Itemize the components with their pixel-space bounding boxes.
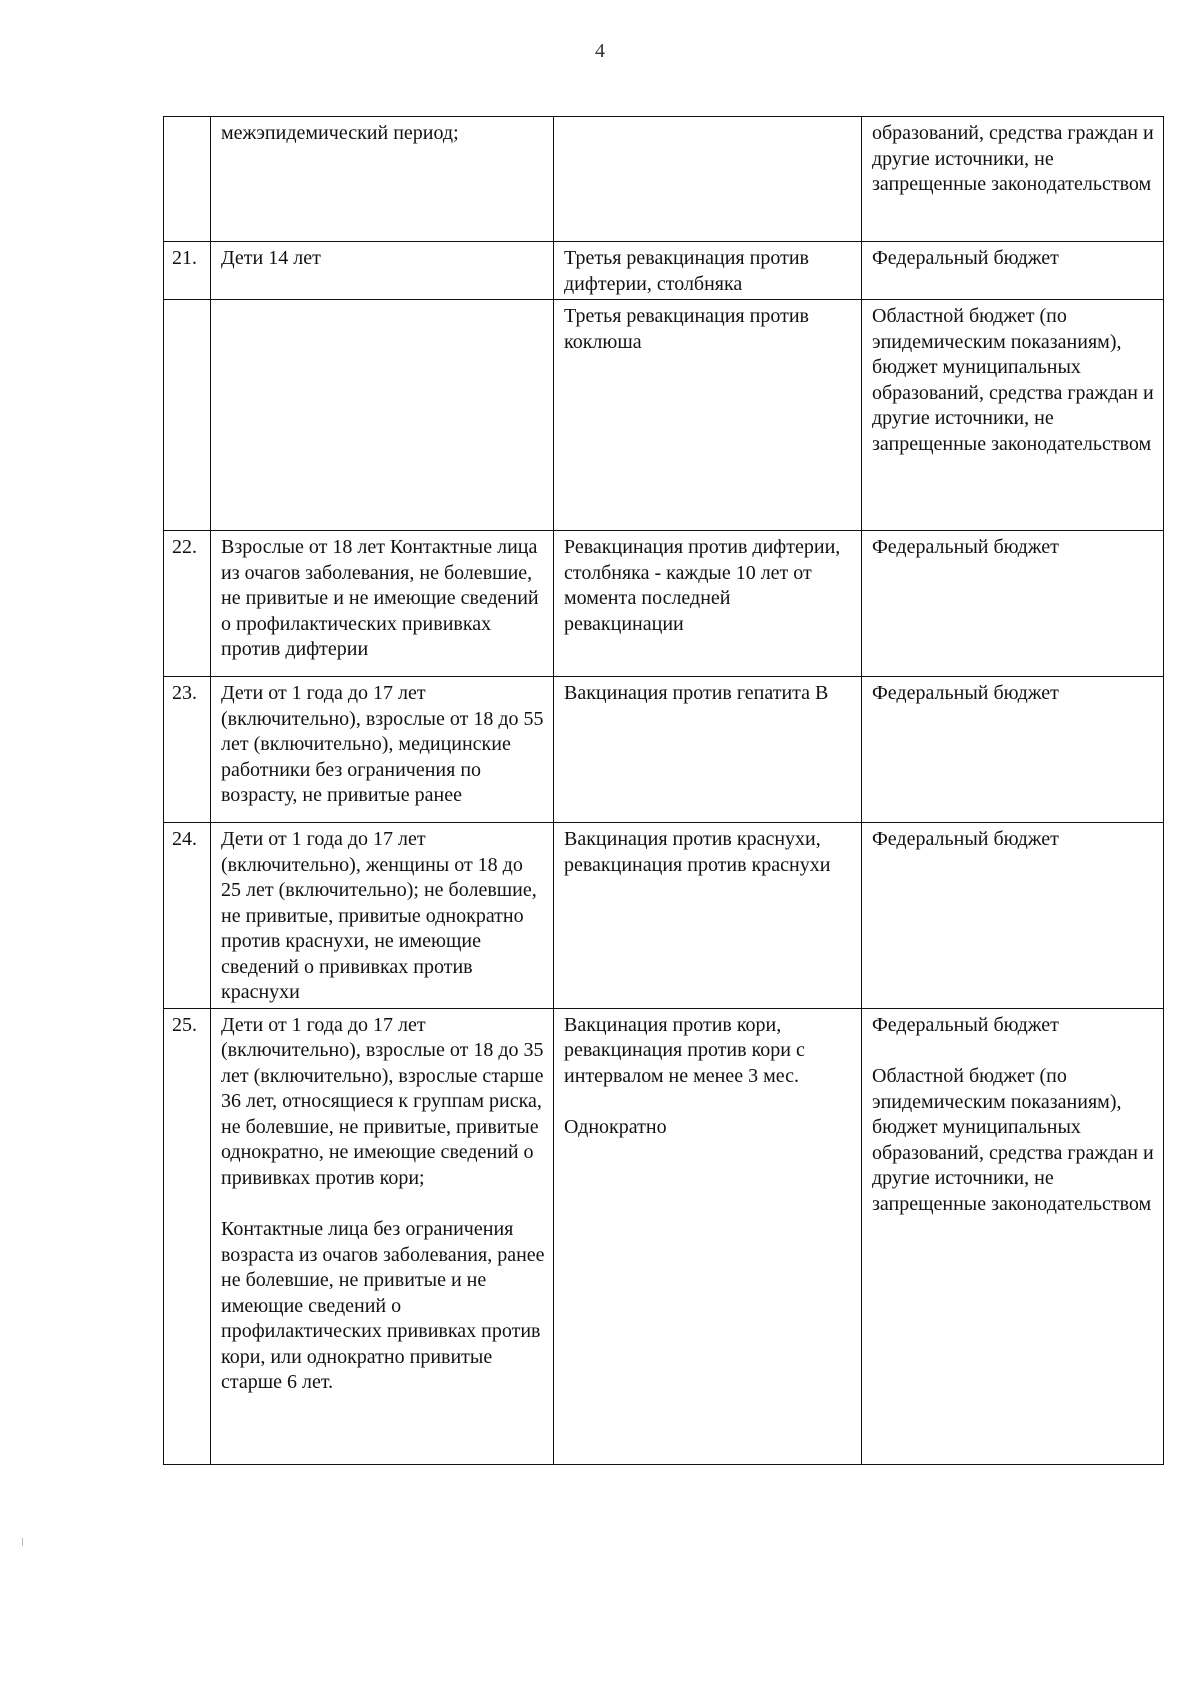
cell-funding-source [862, 242, 1164, 300]
cell-funding-source-text: Федеральный бюджет [872, 536, 1059, 558]
paragraph-gap [564, 1089, 853, 1115]
page-number: 4 [595, 40, 605, 62]
cell-funding-source [862, 677, 1164, 823]
row-number: 23. [164, 677, 211, 823]
table-row [164, 117, 1164, 242]
cell-target-group [211, 117, 554, 242]
cell-target-group [211, 823, 554, 1009]
cell-vaccination [554, 117, 862, 242]
cell-funding-source [862, 823, 1164, 1009]
table-row [164, 242, 1164, 300]
cell-vaccination-text: Вакцинация против гепатита В [564, 682, 829, 704]
cell-vaccination [554, 1008, 862, 1464]
row-number [164, 117, 211, 242]
cell-funding-source [862, 1008, 1164, 1464]
cell-target-group-text: Дети от 1 года до 17 лет (включительно), взрослые от 18 до 55 лет (включительно), медицинские работники без ограничения по возрасту, не привитые ранее [221, 682, 544, 806]
cell-vaccination-text: Вакцинация против краснухи, ревакцинация против краснухи [564, 828, 831, 876]
table-row [164, 1008, 1164, 1464]
cell-target-group-text: Контактные лица без ограничения возраста из очагов заболевания, ранее не болевшие, не привитые и не имеющие сведений о профилактических прививках против кори, или однократно привитые старше 6 лет. [221, 1218, 545, 1393]
cell-funding-source-text: Федеральный бюджет [872, 682, 1059, 704]
cell-target-group [211, 531, 554, 677]
cell-target-group [211, 300, 554, 531]
table-row [164, 677, 1164, 823]
cell-target-group-text: Дети 14 лет [221, 247, 321, 269]
row-number [164, 300, 211, 531]
cell-funding-source-text: Федеральный бюджет [872, 828, 1059, 850]
row-number: 25. [164, 1008, 211, 1464]
cell-vaccination [554, 531, 862, 677]
cell-target-group-text: Дети от 1 года до 17 лет (включительно), взрослые от 18 до 35 лет (включительно), взрослые старше 36 лет, относящиеся к группам риска, не болевшие, не привитые, привитые однократно, не имеющие сведений о прививках против кори; [221, 1013, 544, 1189]
table-row [164, 823, 1164, 1009]
cell-funding-source [862, 117, 1164, 242]
cell-target-group-text: Дети от 1 года до 17 лет (включительно), женщины от 18 до 25 лет (включительно); не болевшие, не привитые, привитые однократно против краснухи, не имеющие сведений о прививках против краснухи [221, 828, 537, 1003]
cell-vaccination-text: Третья ревакцинация против дифтерии, столбняка [564, 247, 809, 295]
cell-vaccination-text: Третья ревакцинация против коклюша [564, 305, 809, 353]
cell-funding-source [862, 300, 1164, 531]
cell-vaccination [554, 677, 862, 823]
paragraph-gap [221, 1191, 545, 1217]
table-row [164, 300, 1164, 531]
cell-vaccination-text: Однократно [564, 1116, 667, 1138]
cell-funding-source-text: Федеральный бюджет [872, 1013, 1059, 1036]
cell-funding-source [862, 531, 1164, 677]
cell-funding-source-text: Областной бюджет (по эпидемическим показаниям), бюджет муниципальных образований, средства граждан и другие источники, не запрещенные законодательством [872, 305, 1154, 455]
row-number: 21. [164, 242, 211, 300]
row-number: 24. [164, 823, 211, 1009]
cell-vaccination-text: Ревакцинация против дифтерии, столбняка - каждые 10 лет от момента последней ревакцинации [564, 536, 841, 635]
vaccination-schedule-table [163, 116, 1164, 1465]
cell-vaccination-text: Вакцинация против кори, ревакцинация против кори с интервалом не менее 3 мес. [564, 1013, 805, 1087]
scan-mark [22, 1538, 23, 1546]
row-number: 22. [164, 531, 211, 677]
cell-target-group-text: межэпидемический период; [221, 122, 459, 144]
cell-target-group [211, 677, 554, 823]
cell-target-group-text: Взрослые от 18 лет Контактные лица из очагов заболевания, не болевшие, не привитые и не имеющие сведений о профилактических прививках против дифтерии [221, 536, 539, 660]
cell-vaccination [554, 300, 862, 531]
cell-target-group [211, 242, 554, 300]
cell-target-group [211, 1008, 554, 1464]
cell-vaccination [554, 823, 862, 1009]
paragraph-gap [872, 1038, 1155, 1064]
cell-funding-source-text: образований, средства граждан и другие источники, не запрещенные законодательством [872, 122, 1154, 195]
cell-vaccination [554, 242, 862, 300]
cell-funding-source-text: Областной бюджет (по эпидемическим показаниям), бюджет муниципальных образований, средства граждан и другие источники, не запрещенные законодательством [872, 1065, 1154, 1215]
table-body [164, 117, 1164, 1465]
cell-funding-source-text: Федеральный бюджет [872, 247, 1059, 269]
table-row [164, 531, 1164, 677]
